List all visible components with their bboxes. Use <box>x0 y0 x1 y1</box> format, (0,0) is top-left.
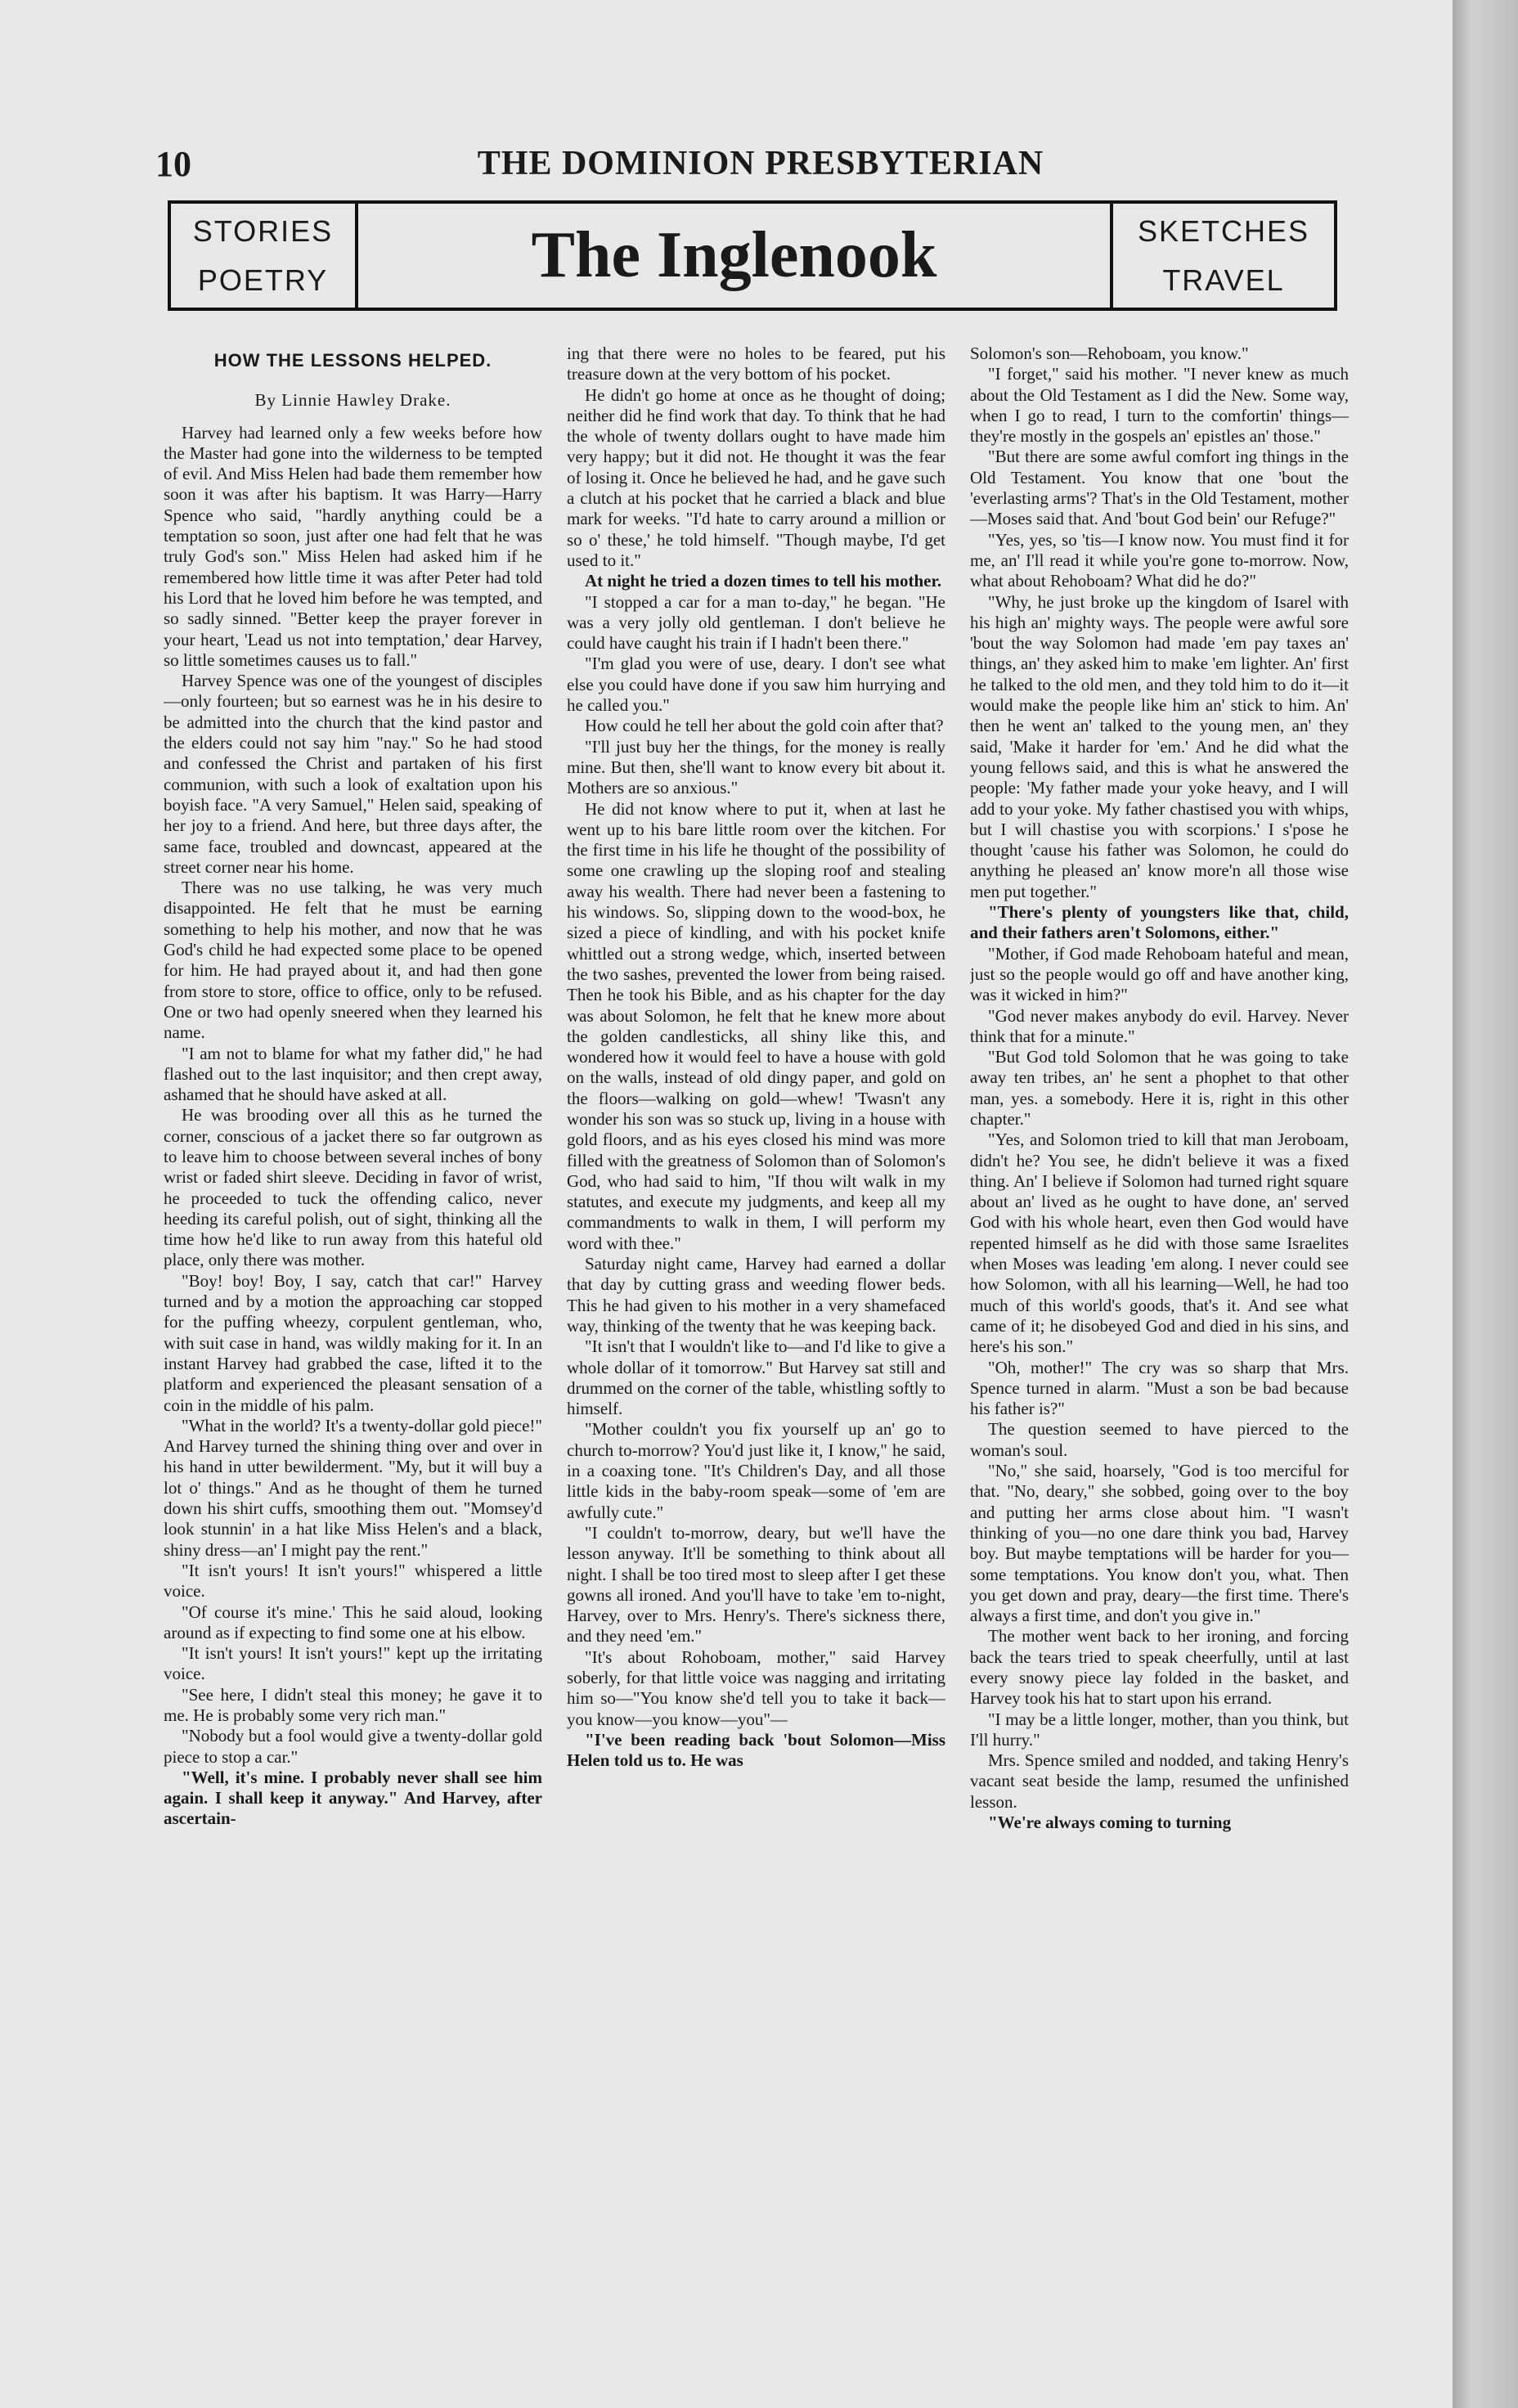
paragraph: "Mother couldn't you fix yourself up an' go to church to-morrow? You'd just like it, I know," he said, in a coaxing tone. "It's Children's Day, and all those little kids in the baby-room speak—some of 'em are awfully cute." <box>567 1419 945 1522</box>
paragraph: There was no use talking, he was very much disappointed. He felt that he must be earning something to help his mother, and now that he was God's child he had expected some place to be opened for him. He had prayed about it, and had then gone from store to store, office to office, only to be refused. One or two had openly sneered when they learned his name. <box>164 878 542 1043</box>
paragraph: "It isn't that I wouldn't like to—and I'd like to give a whole dollar of it tomorrow." But Harvey sat still and drummed on the corner of the table, whistling softly to himself. <box>567 1337 945 1419</box>
column-1 <box>164 344 542 2388</box>
column-2 <box>567 344 945 2388</box>
paragraph: "I am not to blame for what my father did," he had flashed out to the last inquisitor; and then crept away, ashamed that he should have asked at all. <box>164 1043 542 1105</box>
paragraph: "I forget," said his mother. "I never knew as much about the Old Testament as I did the New. Some way, when I go to read, I turn to the comfortin' things—they're mostly in the gospels an' epistles an' those." <box>970 364 1349 447</box>
paragraph: "There's plenty of youngsters like that, child, and their fathers aren't Solomons, either." <box>970 902 1349 943</box>
paragraph: Solomon's son—Rehoboam, you know." <box>970 344 1249 363</box>
paragraph: Mrs. Spence smiled and nodded, and taking Henry's vacant seat beside the lamp, resumed the unfinished lesson. <box>970 1750 1349 1812</box>
banner-right-box <box>1110 204 1334 308</box>
paragraph: "Nobody but a fool would give a twenty-dollar gold piece to stop a car." <box>164 1726 542 1767</box>
paragraph: "I may be a little longer, mother, than you think, but I'll hurry." <box>970 1709 1349 1750</box>
section-banner <box>168 200 1337 311</box>
paragraph: "Well, it's mine. I probably never shall see him again. I shall keep it anyway." And Harvey, after ascertain- <box>164 1767 542 1829</box>
paragraph: "See here, I didn't steal this money; he gave it to me. He is probably some very rich man." <box>164 1684 542 1725</box>
paragraph: He was brooding over all this as he turned the corner, conscious of a jacket there so far outgrown as to leave him to choose between several inches of bony wrist or faded shirt sleeve. Deciding in favor of wrist, he proceeded to tuck the offending calico, never heeding its careful polish, out of sight, thinking all the time how he'd like to run away from this hateful old place, only there was mother. <box>164 1105 542 1270</box>
paragraph: "Yes, yes, so 'tis—I know now. You must find it for me, an' I'll read it while you're gone to-morrow. Now, what about Rehoboam? What did he do?" <box>970 529 1349 591</box>
paragraph: "No," she said, hoarsely, "God is too merciful for that. "No, deary," she sobbed, going over to the boy and putting her arms close about him. "I wasn't thinking of you—no one dare think you bad, Harvey boy. But maybe temptations will be harder for you—some temptations. You know don't you, what. Then you get down and pray, deary—the first time. There's always a first time, and don't you give in." <box>970 1461 1349 1626</box>
paragraph: "It's about Rohoboam, mother," said Harvey soberly, for that little voice was nagging and irritating him so—"You know she'd tell you to take it back—you know—you know—you"— <box>567 1647 945 1729</box>
paragraph: "I'll just buy her the things, for the money is really mine. But then, she'll want to know every bit about it. Mothers are so anxious." <box>567 736 945 798</box>
banner-left-box <box>171 204 358 308</box>
paragraph: "What in the world? It's a twenty-dollar gold piece!" And Harvey turned the shining thing over and over in his hand in utter bewilderment. "My, but it will buy a lot o' things." And as he thought of them he turned down his shirt cuffs, smoothing them out. "Momsey'd look stunnin' in a hat like Miss Helen's and a black, shiny dress—an' I might pay the rent." <box>164 1415 542 1560</box>
paragraph: Saturday night came, Harvey had earned a dollar that day by cutting grass and weeding flower beds. This he had given to his mother in a very shamefaced way, thinking of the twenty that he was keeping back. <box>567 1254 945 1336</box>
paragraph: "It isn't yours! It isn't yours!" kept up the irritating voice. <box>164 1643 542 1684</box>
running-head <box>155 139 1366 188</box>
page-edge-shadow <box>1453 0 1518 2408</box>
paragraph: "Mother, if God made Rehoboam hateful and mean, just so the people would go off and have another king, was it wicked in him?" <box>970 943 1349 1005</box>
article-columns <box>164 344 1350 2388</box>
paragraph: He didn't go home at once as he thought of doing; neither did he find work that day. To think that he had the whole of twenty dollars ought to have made him very happy; but it did not. He thought it was the fear of losing it. Once he believed he had, and he gave such a clutch at his pocket that he carried a black and blue mark for weeks. "I'd hate to carry around a million or so o' these,' he told himself. "Though maybe, I'd get used to it." <box>567 384 945 570</box>
banner-stories-label: STORIES <box>192 213 334 248</box>
paragraph: Harvey had learned only a few weeks before how the Master had gone into the wilderness to be tempted of evil. And Miss Helen had bade them remember how soon it was after his baptism. It was Harry—Harry Spence who said, "hardly anything could be a temptation so soon, just after one had felt that he was truly God's son." Miss Helen had asked him if he remembered how little time it was after Peter had told his Lord that he loved him before he was tempted, and so sadly sinned. "Better keep the prayer forever in your heart, 'Lead us not into temptation,' dear Harvey, so little sometimes causes us to fall." <box>164 422 542 670</box>
paragraph: "It isn't yours! It isn't yours!" whispered a little voice. <box>164 1560 542 1602</box>
paragraph: "I stopped a car for a man to-day," he began. "He was a very jolly old gentleman. I don't believe he could have caught his train if I hadn't been there." <box>567 591 945 654</box>
paragraph: "Boy! boy! Boy, I say, catch that car!" Harvey turned and by a motion the approaching car stopped for the puffing wheezy, corpulent gentleman, who, with suit case in hand, was wildly making for it. In an instant Harvey had grabbed the case, lifted it to the platform and experienced the pleasant sensation of a coin in the middle of his palm. <box>164 1270 542 1415</box>
paragraph: "I couldn't to-morrow, deary, but we'll have the lesson anyway. It'll be something to think about all night. I shall be too tired most to sleep after I get these gowns all ironed. And you'll have to take 'em to-night, Harvey, over to Mrs. Henry's. There's sickness there, and they need 'em." <box>567 1522 945 1647</box>
paragraph: "But God told Solomon that he was going to take away ten tribes, an' he sent a phophet to that other man, yes. a somebody. Here it is, right in this other chapter." <box>970 1047 1349 1129</box>
paragraph: He did not know where to put it, when at last he went up to his bare little room over the kitchen. For the first time in his life he thought of the possibility of some one crawling up the sloping roof and stealing away his wealth. There had never been a fastening to his windows. So, slipping down to the wood-box, he sized a piece of kindling, and with his pocket knife whittled out a strong wedge, which, inserted between the two sashes, prevented the lower from being raised. Then he took his Bible, and as his chapter for the day was about Solomon, he felt that he knew more about the golden candlesticks, all shiny like this, and wondered how it would feel to have a house with gold on the walls, instead of old dingy paper, and gold on the floors—walking on gold—whew! 'Twasn't any wonder his son was so stuck up, living in a house with gold floors, and as his eyes closed his mind was more filled with the greatness of Solomon than of Solomon's God, who had said to him, "If thou wilt walk in my statutes, and execute my judgments, and keep all my commandments to walk in them, I will perform my word with thee." <box>567 798 945 1253</box>
paragraph: "Of course it's mine.' This he said aloud, looking around as if expecting to find some one at his elbow. <box>164 1602 542 1642</box>
banner-travel-label: TRAVEL <box>1162 263 1285 297</box>
story-title: HOW THE LESSONS HELPED. <box>213 350 492 371</box>
paragraph: At night he tried a dozen times to tell his mother. <box>585 571 942 591</box>
section-title: The Inglenook <box>531 219 937 291</box>
column-3 <box>970 344 1349 2388</box>
banner-poetry-label: POETRY <box>197 263 329 297</box>
paragraph: "Yes, and Solomon tried to kill that man Jeroboam, didn't he? You see, he didn't believe it was a fixed thing. An' I believe if Solomon had turned right square about an' lived as he ought to have done, an' served God with his whole heart, even then God would have repented himself as he did with those same Israelites when Moses was leading 'em along. I never could see how Solomon, with all his learning—Well, he had too much of this world's goods, that's it. And see what came of it; he disobeyed God and died in his sins, and here's his son." <box>970 1130 1349 1357</box>
banner-sketches-label: SKETCHES <box>1137 213 1310 248</box>
paragraph: How could he tell her about the gold coin after that? <box>585 716 944 736</box>
paragraph: "We're always coming to turning <box>988 1813 1232 1833</box>
paragraph: "I'm glad you were of use, deary. I don't see what else you could have done if you saw him hurrying and he called you." <box>567 654 945 716</box>
paragraph: "Oh, mother!" The cry was so sharp that Mrs. Spence turned in alarm. "Must a son be bad because his father is?" <box>970 1357 1349 1419</box>
paragraph: "God never makes anybody do evil. Harvey. Never think that for a minute." <box>970 1005 1349 1046</box>
paragraph: The question seemed to have pierced to the woman's soul. <box>970 1419 1349 1460</box>
story-byline: By Linnie Hawley Drake. <box>254 390 451 411</box>
journal-title: THE DOMINION PRESBYTERIAN <box>477 145 1044 182</box>
paragraph: "Why, he just broke up the kingdom of Isarel with his high an' mighty ways. The people were awful sore 'bout the way Solomon had made 'em pay taxes an' things, an' they asked him to make 'em lighter. An' first he talked to the old men, and they told him to do it—it would make the people like him an' stick to him. An' then he went an' talked to the young men, an' they said, 'Make it harder for 'em.' And he did what the young fellows said, and this is what he answered the people: 'My father made your yoke heavy, and I will add to your yoke. My father chastised you with whips, but I will chastise you with scorpions.' I s'pose he thought 'cause his father was Solomon, he could do anything he pleased an' know more'n all those wise men put together." <box>970 591 1349 901</box>
paragraph: Harvey Spence was one of the youngest of disciples—only fourteen; but so earnest was he in his desire to be admitted into the church that the kind pastor and the elders could not say him "nay." So he had stood and confessed the Christ and partaken of his first communion, with such a look of exaltation upon his boyish face. "A very Samuel," Helen said, speaking of her joy to a friend. And here, but three days after, the same face, troubled and downcast, appeared at the street corner near his home. <box>164 671 542 877</box>
paragraph: "But there are some awful comfort ing things in the Old Testament. You know that one 'bout the 'everlasting arms'? That's in the Old Testament, mother—Moses said that. And 'bout God bein' our Refuge?" <box>970 447 1349 529</box>
page-number: 10 <box>155 143 191 184</box>
paragraph: "I've been reading back 'bout Solomon—Miss Helen told us to. He was <box>567 1729 945 1771</box>
paragraph: ing that there were no holes to be feared, put his treasure down at the very bottom of his pocket. <box>567 344 945 384</box>
paragraph: The mother went back to her ironing, and forcing back the tears tried to speak cheerfully, until at last every snowy piece lay folded in the basket, and Harvey took his hat to start upon his errand. <box>970 1626 1349 1709</box>
